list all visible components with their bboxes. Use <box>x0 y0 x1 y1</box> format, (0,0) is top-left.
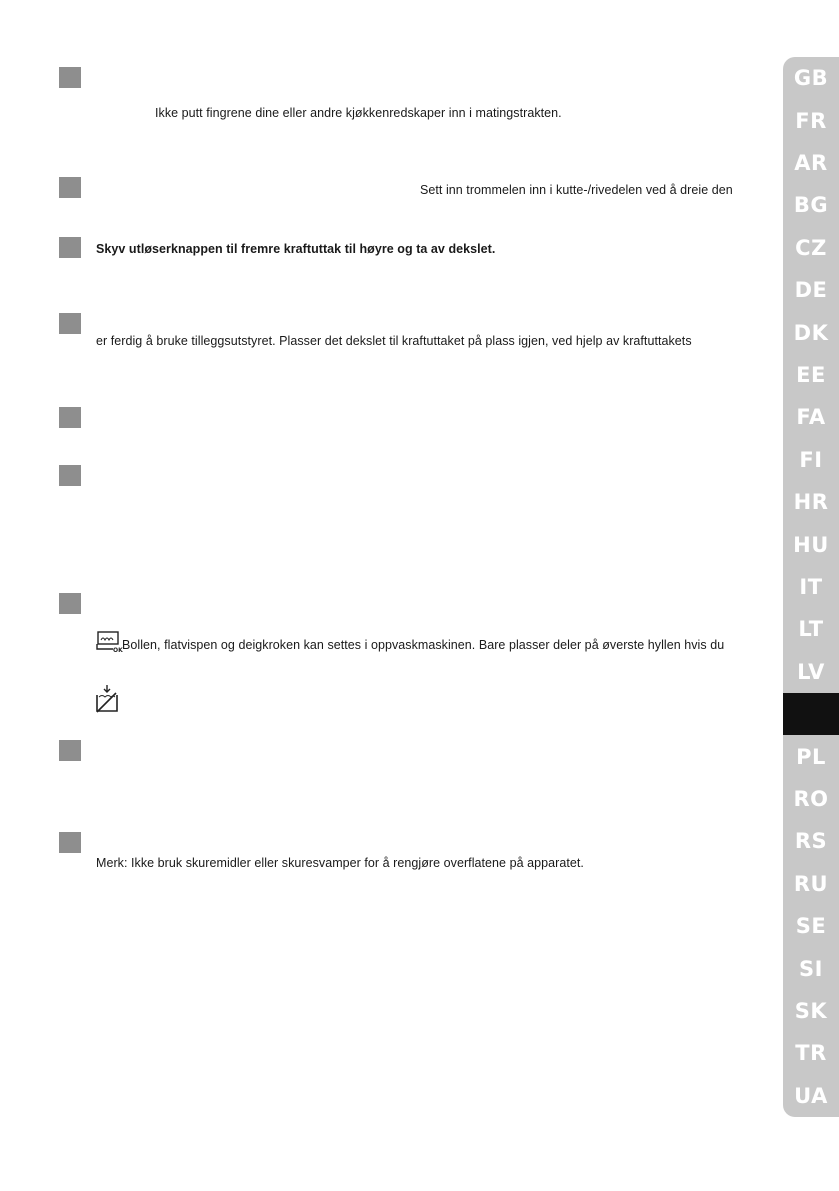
language-tab-ua[interactable]: UA <box>794 1083 828 1108</box>
language-tab-hu[interactable]: HU <box>793 532 829 557</box>
language-tab-cz[interactable]: CZ <box>795 235 827 260</box>
svg-text:OK: OK <box>113 647 123 654</box>
step-marker <box>59 237 81 258</box>
language-tab-de[interactable]: DE <box>794 278 828 303</box>
language-tab-ru[interactable]: RU <box>793 871 829 896</box>
language-sidebar <box>783 57 839 1117</box>
language-tab-ee[interactable]: EE <box>796 362 826 387</box>
language-tab-rs[interactable]: RS <box>794 829 828 854</box>
language-tab-dk[interactable]: DK <box>793 320 829 345</box>
language-tab-lt[interactable]: LT <box>798 617 824 642</box>
step-text: Sett inn trommelen inn i kutte-/rivedelen ved å dreie den <box>420 183 733 197</box>
language-tab-bg[interactable]: BG <box>793 193 829 218</box>
language-tab-sk[interactable]: SK <box>794 998 828 1023</box>
step-marker <box>59 740 81 761</box>
step-text: Merk: Ikke bruk skuremidler eller skuresvamper for å rengjøre overflatene på apparatet. <box>96 856 584 870</box>
language-tab-lv[interactable]: LV <box>797 659 825 684</box>
step-text: er ferdig å bruke tilleggsutstyret. Plasser det dekslet til kraftuttaket på plass igjen, ved hjelp av kraftuttakets <box>96 334 692 348</box>
language-tab-gb[interactable]: GB <box>793 66 829 91</box>
language-tab-no[interactable] <box>783 693 839 735</box>
language-tab-si[interactable]: SI <box>799 956 823 981</box>
step-text: Skyv utløserknappen til fremre kraftuttak til høyre og ta av dekslet. <box>96 242 496 256</box>
step-marker <box>59 313 81 334</box>
language-tab-tr[interactable]: TR <box>795 1041 827 1066</box>
do-not-immerse-icon <box>94 684 120 714</box>
language-tab-fa[interactable]: FA <box>796 405 826 430</box>
language-tab-pl[interactable]: PL <box>796 744 826 769</box>
dishwasher-safe-icon <box>95 631 121 653</box>
language-tab-fi[interactable]: FI <box>799 447 823 472</box>
language-tab-hr[interactable]: HR <box>793 490 829 515</box>
step-marker <box>59 465 81 486</box>
step-text: Bollen, flatvispen og deigkroken kan settes i oppvaskmaskinen. Bare plasser deler på øverste hyllen hvis du <box>122 638 725 652</box>
language-tab-se[interactable]: SE <box>795 914 827 939</box>
language-tab-ar[interactable]: AR <box>794 150 828 175</box>
step-marker <box>59 832 81 853</box>
language-tab-ro[interactable]: RO <box>793 786 829 811</box>
step-marker <box>59 407 81 428</box>
step-marker <box>59 67 81 88</box>
step-text: Ikke putt fingrene dine eller andre kjøkkenredskaper inn i matingstrakten. <box>155 106 562 120</box>
step-marker <box>59 593 81 614</box>
language-tab-it[interactable]: IT <box>799 574 823 599</box>
language-tab-fr[interactable]: FR <box>795 108 827 133</box>
step-marker <box>59 177 81 198</box>
